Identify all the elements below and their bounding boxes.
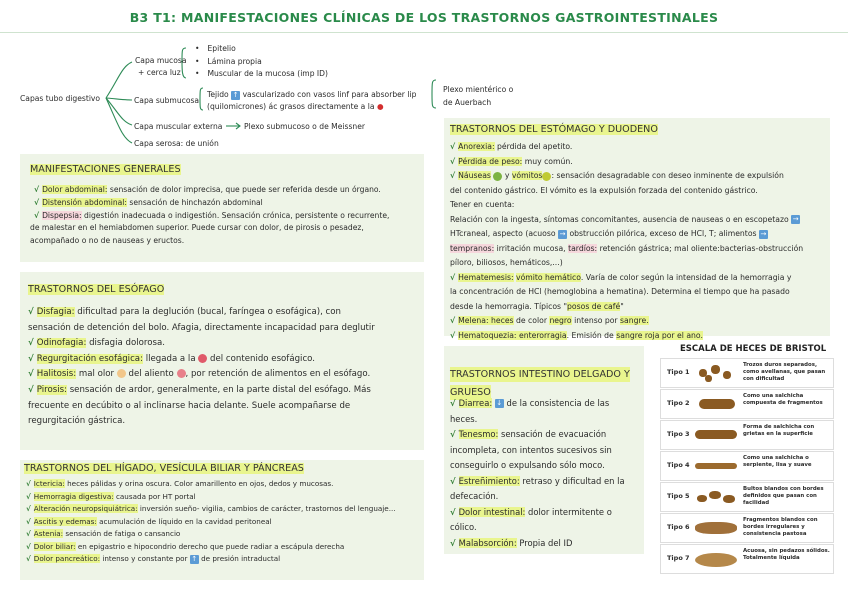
drop-icon: ●	[376, 102, 384, 111]
bullet-epitelio: • Epitelio	[195, 43, 328, 56]
submucosa-quilomicrones: (quilomicrones) ác grasos directamente a la	[207, 102, 375, 111]
term-hematemesis: Hematemesis:	[458, 272, 514, 282]
mindmap-meissner: Plexo submucoso o de Meissner	[244, 122, 366, 131]
plexo-mienterico-2: de Auerbach	[443, 98, 492, 107]
generales-cont: acompañado o no de nauseas y eructos.	[30, 236, 185, 246]
mucosa-bullet-list	[195, 43, 328, 81]
mindmap-root: Capas tubo digestivo	[20, 94, 101, 103]
term-tenesmo: Tenesmo:	[458, 429, 499, 439]
mindmap-muscular: Capa muscular externa	[134, 122, 223, 131]
bristol-title: ESCALA DE HECES DE BRISTOL	[680, 344, 827, 354]
submucosa-vasos: vascularizado con vasos linf para absorber lip	[242, 90, 417, 99]
mindmap-mucosa: Capa mucosa	[135, 56, 187, 65]
mouth-icon	[198, 354, 207, 363]
plexo-mienterico-1: Plexo mientérico o	[443, 85, 514, 94]
generales-list	[30, 184, 390, 248]
estomago-list: √ Anorexia: pérdida del apetito. √ Pérdida de peso: muy común. √ Náuseas y vómitos : sensación desagradable con deseo inminente de expulsión del contenido gástrico. El vómito es la expulsión forzada del contenido gástrico. Tener en cuenta: Relación con la ingesta, síntomas concomitantes, ausencia de nauseas o en escopetazo → HTcraneal, aspecto (acuoso → obstrucción pilórica, exceso de HCl, T; alimentos → tempranos: irritación mucosa, tardíos: retención gástrica; mal oliente:bacterias-obstrucción píloro, biliosos, hemáticos,...) √ Hematemesis: vómito hemático. Varía de color según la intensidad de la hemorragia y la concentración de HCl (hemoglobina a hematina). Determina el tiempo que ha pasado desde la hemorragia. Típicos "posos de café" √ Melena: heces de color negro intenso por sangre. √ Hematoquezia: enterorragia. Emisión de sangre roja por el ano.	[450, 142, 804, 340]
higado-item: √ Ictericia: heces pálidas y orina oscura. Color amarillento en ojos, dedos y mucosas.	[26, 479, 334, 488]
panel-esofago	[20, 272, 424, 450]
bristol-desc: Fragmentos blandos con bordes irregulares y consistencia pastosa	[743, 517, 818, 537]
arrow-down-icon: ↓	[496, 399, 503, 407]
panel-intestino	[444, 346, 644, 554]
panel-estomago	[444, 118, 830, 340]
esofago-heading: TRASTORNOS DEL ESÓFAGO	[28, 284, 165, 295]
term-halitosis: Halitosis:	[36, 369, 77, 380]
mindmap-submucosa: Capa submucosa	[134, 96, 200, 105]
arrow-up-icon: ↑	[191, 554, 198, 563]
term-anorexia: Anorexia:	[458, 142, 495, 151]
arrow-right-icon: →	[760, 229, 767, 238]
bristol-row-3	[660, 420, 834, 450]
bullet-lamina-propia: • Lámina propia	[195, 56, 328, 69]
submucosa-tejido: Tejido	[207, 90, 229, 99]
term-pirosis: Pirosis:	[36, 384, 67, 395]
submucosa-desc-1	[207, 89, 416, 100]
higado-heading: TRASTORNOS DEL HÍGADO, VESÍCULA BILIAR Y PÁNCREAS	[24, 463, 304, 474]
generales-heading: MANIFESTACIONES GENERALES	[30, 164, 181, 175]
bristol-desc: Acuosa, sin pedazos sólidos. Totalmente líquida	[743, 548, 830, 561]
higado-list	[26, 478, 396, 566]
bristol-label: Tipo 5	[667, 492, 690, 500]
bristol-row-7	[660, 544, 834, 574]
esofago-list: √ Disfagia: dificultad para la deglución (bucal, faríngea o esofágica), con sensación de detención del bolo. Afagia, directamente incapacidad para deglutir √ Odinofagia: disfagia dolorosa. √ Regurgitación esofágica: llegada a la del contenido esofágico. √ Halitosis: mal olor del aliento , por retención de alimentos en el esófago. √ Pirosis: sensación de ardor, generalmente, en la parte distal del esófago. Más frecuente en decúbito o al inclinarse hacia delante. Suele acompañarse de regurgitación gástrica.	[28, 307, 375, 427]
higado-item: √ Dolor pancreático: intenso y constante por ↑ de presión intraductal	[26, 554, 281, 563]
bristol-row-4	[660, 451, 834, 481]
bristol-label: Tipo 6	[667, 523, 690, 531]
higado-item: √ Ascitis y edemas: acumulación de líquido en la cavidad peritoneal	[26, 516, 272, 526]
bristol-desc: Trozos duros separados, como avellanas, que pasan con dificultad	[743, 362, 826, 382]
generales-cont: de malestar en el hemiabdomen superior. Puede cursar con dolor, de pirosis o pesadez,	[30, 223, 364, 233]
submucosa-desc-2	[207, 101, 384, 112]
term-hematoquezia: Hematoquezia:	[458, 330, 517, 340]
face-icon	[177, 369, 186, 378]
bristol-desc: Como una salchicha o serpiente, lisa y suave	[743, 455, 812, 468]
intestino-heading: TRASTORNOS INTESTINO DELGADO Y GRUESO	[450, 369, 630, 398]
mindmap-mucosa-note: + cerca luz	[138, 68, 181, 77]
term-dolor-intestinal: Dolor intestinal:	[458, 506, 526, 517]
bristol-row-5	[660, 482, 834, 512]
estomago-heading: TRASTORNOS DEL ESTÓMAGO Y DUODENO	[450, 124, 658, 135]
arrow-right-icon: →	[792, 215, 799, 223]
term-regurgitacion: Regurgitación esofágica:	[36, 353, 143, 364]
term-disfagia: Disfagia:	[36, 307, 75, 317]
panel-higado	[20, 460, 424, 580]
bristol-desc: Forma de salchicha con grietas en la superficie	[743, 424, 815, 437]
term-malabsorcion: Malabsorción:	[458, 537, 517, 548]
bristol-desc: Bultos blandos con bordes definidos que pasan con facilidad	[743, 486, 824, 506]
bullet-muscular-mucosa: • Muscular de la mucosa (imp ID)	[195, 68, 328, 81]
mindmap-serosa: Capa serosa: de unión	[134, 139, 219, 148]
bristol-label: Tipo 4	[667, 461, 690, 469]
term-perdida-peso: Pérdida de peso:	[458, 156, 523, 166]
bristol-row-2	[660, 389, 834, 419]
generales-item: √ Distensión abdominal: sensación de hinchazón abdominal	[34, 197, 263, 207]
bristol-label: Tipo 1	[667, 368, 690, 376]
arrow-up-icon: ↑	[232, 90, 239, 99]
generales-item: √ Dolor abdominal: sensación de dolor imprecisa, que puede ser referida desde un órgano.	[34, 185, 381, 194]
bristol-label: Tipo 7	[667, 554, 690, 562]
term-estrenimiento: Estreñimiento:	[458, 475, 520, 486]
term-nauseas: Náuseas	[458, 171, 491, 180]
hand-icon	[117, 369, 126, 378]
panel-generales	[20, 154, 424, 262]
term-odinofagia: Odinofagia:	[36, 338, 87, 349]
bristol-row-6	[660, 513, 834, 543]
higado-item: √ Hemorragia digestiva: causada por HT portal	[26, 491, 196, 501]
bristol-row-1	[660, 358, 834, 388]
term-diarrea: Diarrea:	[458, 398, 493, 408]
bristol-label: Tipo 2	[667, 399, 690, 407]
intestino-list: √ Diarrea: ↓ de la consistencia de las heces. √ Tenesmo: sensación de evacuación incompleta, con intentos sucesivos sin conseguirlo o expulsando sólo moco. √ Estreñimiento: retraso y dificultad en la defecación. √ Dolor intestinal: dolor intermitente o cólico. √ Malabsorción: Propia del ID	[450, 398, 625, 548]
higado-item: √ Dolor biliar: en epigastrio e hipocondrio derecho que puede radiar a escápula derecha	[26, 541, 345, 551]
higado-item: √ Astenia: sensación de fatiga o cansancio	[26, 529, 181, 538]
arrow-right-icon: →	[559, 229, 566, 238]
page-title: B3 T1: MANIFESTACIONES CLÍNICAS DE LOS TRASTORNOS GASTROINTESTINALES	[129, 10, 719, 25]
generales-item: √ Dispepsia: digestión inadecuada o indigestión. Sensación crónica, persistente o recurrente,	[34, 210, 390, 220]
higado-item: √ Alteración neuropsiquiátrica: inversión sueño- vigilia, cambios de carácter, trastornos del lenguaje...	[26, 504, 396, 513]
bristol-desc: Como una salchicha compuesta de fragmentos	[743, 393, 823, 406]
term-melena: Melena:	[458, 316, 489, 325]
term-vomitos: vómitos	[511, 171, 543, 180]
bristol-label: Tipo 3	[667, 430, 690, 438]
